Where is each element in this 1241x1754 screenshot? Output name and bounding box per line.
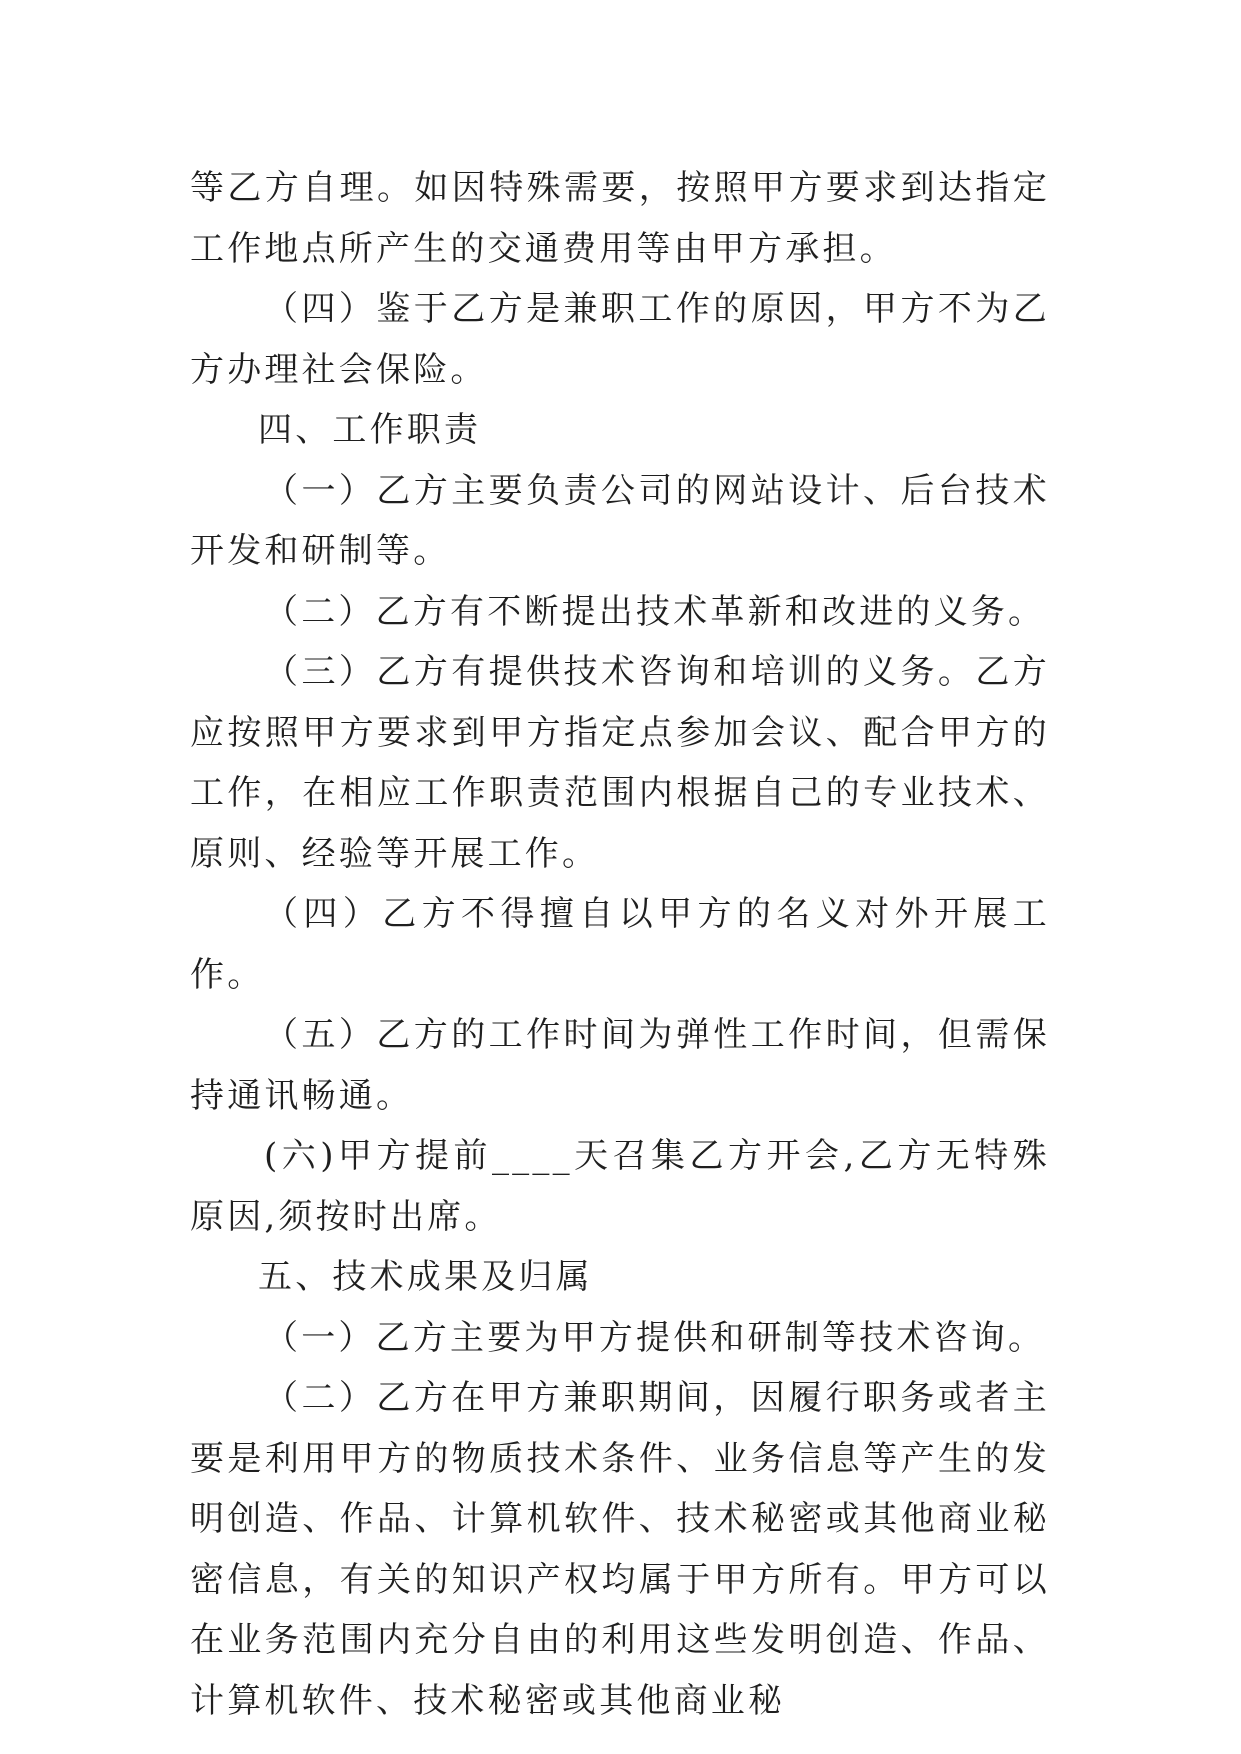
paragraph-continuation: 等乙方自理。如因特殊需要，按照甲方要求到达指定工作地点所产生的交通费用等由甲方承担。 (190, 168, 1050, 269)
section-heading-tech-results: 五、技术成果及归属 (258, 1257, 593, 1297)
paragraph-social-insurance: （四）鉴于乙方是兼职工作的原因，甲方不为乙方办理社会保险。 (190, 289, 1050, 390)
section-heading-job-duties: 四、工作职责 (258, 410, 482, 450)
paragraph-duty-5: （五）乙方的工作时间为弹性工作时间，但需保持通讯畅通。 (190, 1015, 1050, 1116)
paragraph-result-2: （二）乙方在甲方兼职期间，因履行职务或者主要是利用甲方的物质技术条件、业务信息等产生的发明创造、作品、计算机软件、技术秘密或其他商业秘密信息，有关的知识产权均属于甲方所有。甲方可以在业务范围内充分自由的利用这些发明创造、作品、计算机软件、技术秘密或其他商业秘 (190, 1378, 1050, 1721)
paragraph-duty-1: （一）乙方主要负责公司的网站设计、后台技术开发和研制等。 (190, 470, 1050, 571)
paragraph-duty-4: （四）乙方不得擅自以甲方的名义对外开展工作。 (190, 894, 1050, 995)
paragraph-duty-3: （三）乙方有提供技术咨询和培训的义务。乙方应按照甲方要求到甲方指定点参加会议、配合甲方的工作，在相应工作职责范围内根据自己的专业技术、原则、经验等开展工作。 (190, 652, 1050, 874)
paragraph-result-1: （一）乙方主要为甲方提供和研制等技术咨询。 (264, 1317, 1046, 1358)
paragraph-duty-6: (六)甲方提前____天召集乙方开会,乙方无特殊原因,须按时出席。 (190, 1136, 1050, 1237)
paragraph-duty-2: （二）乙方有不断提出技术革新和改进的义务。 (264, 591, 1046, 632)
contract-page-body (190, 158, 1050, 1731)
